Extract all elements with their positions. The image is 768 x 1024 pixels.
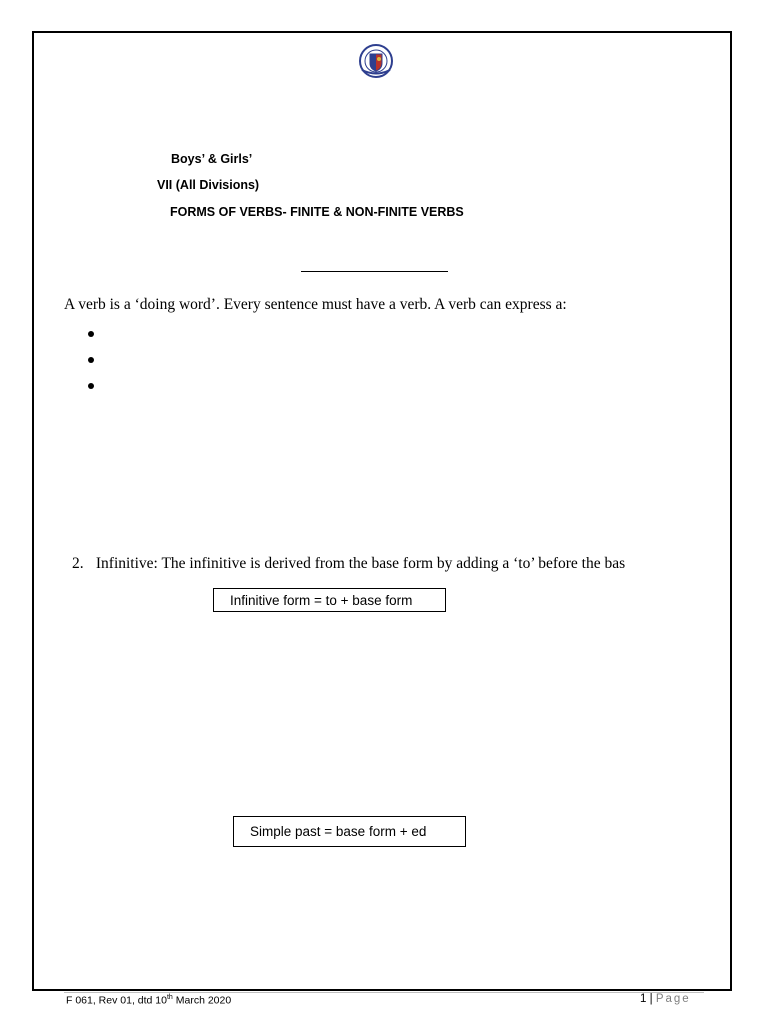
header-line2: VII (All Divisions) (157, 178, 260, 192)
numbered-item-infinitive (72, 555, 660, 573)
header-line1: Boys’ & Girls’ (171, 152, 253, 166)
doc-ref-date: March 2020 (172, 994, 232, 1007)
infinitive-formula-box: Infinitive form = to + base form (213, 588, 446, 612)
item-number: 2. (72, 555, 84, 572)
doc-ref-superscript: th (166, 994, 173, 1001)
footer-divider (64, 992, 704, 993)
simple-past-formula-box: Simple past = base form + ed (233, 816, 466, 847)
page-border (32, 31, 732, 991)
item-text: Infinitive: The infinitive is derived from the base form by adding a ‘to’ before the bas (95, 555, 626, 572)
page-number: 1 (640, 993, 647, 1005)
document-title: FORMS OF VERBS- FINITE & NON-FINITE VERBS (170, 205, 464, 219)
page-label: Page (655, 993, 691, 1005)
document-reference (66, 994, 231, 1007)
page-separator: | (649, 993, 653, 1005)
page-indicator (640, 993, 691, 1005)
intro-paragraph: A verb is a ‘doing word’. Every sentence must have a verb. A verb can express a: (64, 296, 567, 313)
title-underline (301, 271, 448, 272)
doc-ref-text: F 061, Rev 01, dtd 10 (66, 994, 167, 1007)
school-crest-icon (352, 43, 400, 79)
